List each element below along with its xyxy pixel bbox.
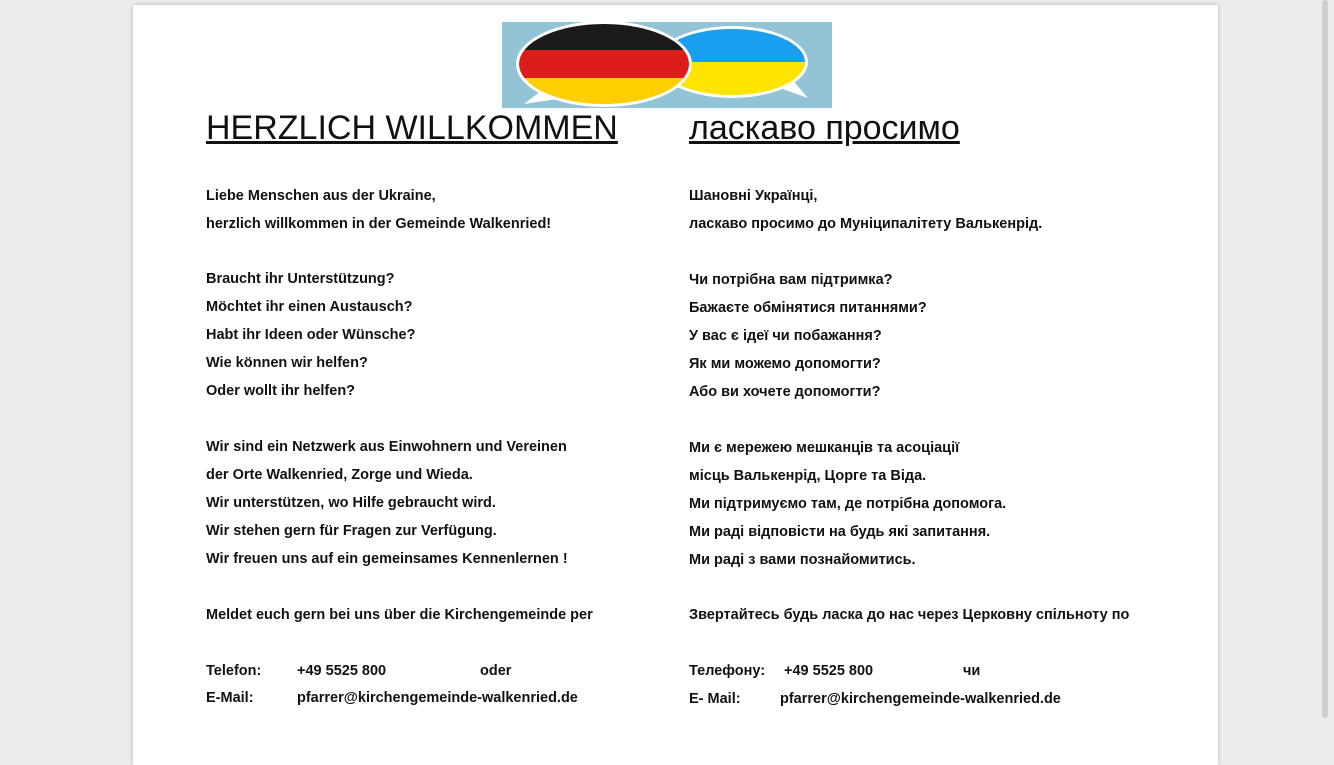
ukrainian-greeting-2: ласкаво просимо до Муніципалітету Валькенрід. — [689, 216, 1043, 232]
ukrainian-network-3: Ми підтримуємо там, де потрібна допомога. — [689, 496, 1007, 512]
german-or: oder — [480, 663, 512, 679]
ukrainian-heading: ласкаво просимо — [689, 109, 960, 147]
german-question-1: Braucht ihr Unterstützung? — [206, 271, 395, 287]
ukrainian-greeting-1: Шановні Українці, — [689, 188, 818, 204]
speech-bubbles-de-ua-flags-icon — [502, 22, 832, 108]
german-phone-value[interactable]: +49 5525 800 — [297, 663, 387, 679]
ukrainian-network-2: місць Валькенрід, Цорге та Віда. — [689, 468, 927, 484]
ukrainian-network-4: Ми раді відповісти на будь які запитання. — [689, 524, 991, 540]
document-page — [133, 5, 1218, 765]
german-email-label: E-Mail: — [206, 690, 254, 706]
german-question-3: Habt ihr Ideen oder Wünsche? — [206, 327, 416, 343]
ukrainian-question-1: Чи потрібна вам підтримка? — [689, 272, 893, 288]
german-greeting-2: herzlich willkommen in der Gemeinde Walkenried! — [206, 216, 552, 232]
german-network-3: Wir unterstützen, wo Hilfe gebraucht wird. — [206, 495, 496, 511]
ukrainian-network-1: Ми є мережею мешканців та асоціації — [689, 440, 960, 456]
german-email-link[interactable]: pfarrer@kirchengemeinde-walkenried.de — [297, 690, 578, 706]
vertical-scrollbar[interactable] — [1322, 0, 1328, 718]
ukrainian-contact-intro: Звертайтесь будь ласка до нас через Церковну спільноту по — [689, 607, 1130, 623]
german-greeting-1: Liebe Menschen aus der Ukraine, — [206, 188, 436, 204]
ukrainian-question-4: Як ми можемо допомогти? — [689, 356, 881, 372]
german-network-1: Wir sind ein Netzwerk aus Einwohnern und Vereinen — [206, 439, 567, 455]
german-contact-intro: Meldet euch gern bei uns über die Kirchengemeinde per — [206, 607, 593, 623]
ukrainian-network-5: Ми раді з вами познайомитись. — [689, 552, 916, 568]
ukrainian-phone-value[interactable]: +49 5525 800 — [784, 663, 874, 679]
german-network-4: Wir stehen gern für Fragen zur Verfügung. — [206, 523, 497, 539]
ukrainian-question-2: Бажаєте обмінятися питаннями? — [689, 300, 927, 316]
german-heading: HERZLICH WILLKOMMEN — [206, 109, 618, 147]
ukrainian-question-3: У вас є ідеї чи побажання? — [689, 328, 882, 344]
german-question-4: Wie können wir helfen? — [206, 355, 368, 371]
ukrainian-phone-label: Телефону: — [689, 663, 766, 679]
german-network-2: der Orte Walkenried, Zorge und Wieda. — [206, 467, 473, 483]
ukrainian-question-5: Або ви хочете допомогти? — [689, 384, 881, 400]
german-question-5: Oder wollt ihr helfen? — [206, 383, 356, 399]
ukrainian-email-label: E- Mail: — [689, 691, 741, 707]
german-question-2: Möchtet ihr einen Austausch? — [206, 299, 413, 315]
german-phone-label: Telefon: — [206, 663, 262, 679]
ukrainian-email-link[interactable]: pfarrer@kirchengemeinde-walkenried.de — [780, 691, 1061, 707]
german-network-5: Wir freuen uns auf ein gemeinsames Kennenlernen ! — [206, 551, 568, 567]
ukrainian-or: чи — [963, 663, 981, 679]
